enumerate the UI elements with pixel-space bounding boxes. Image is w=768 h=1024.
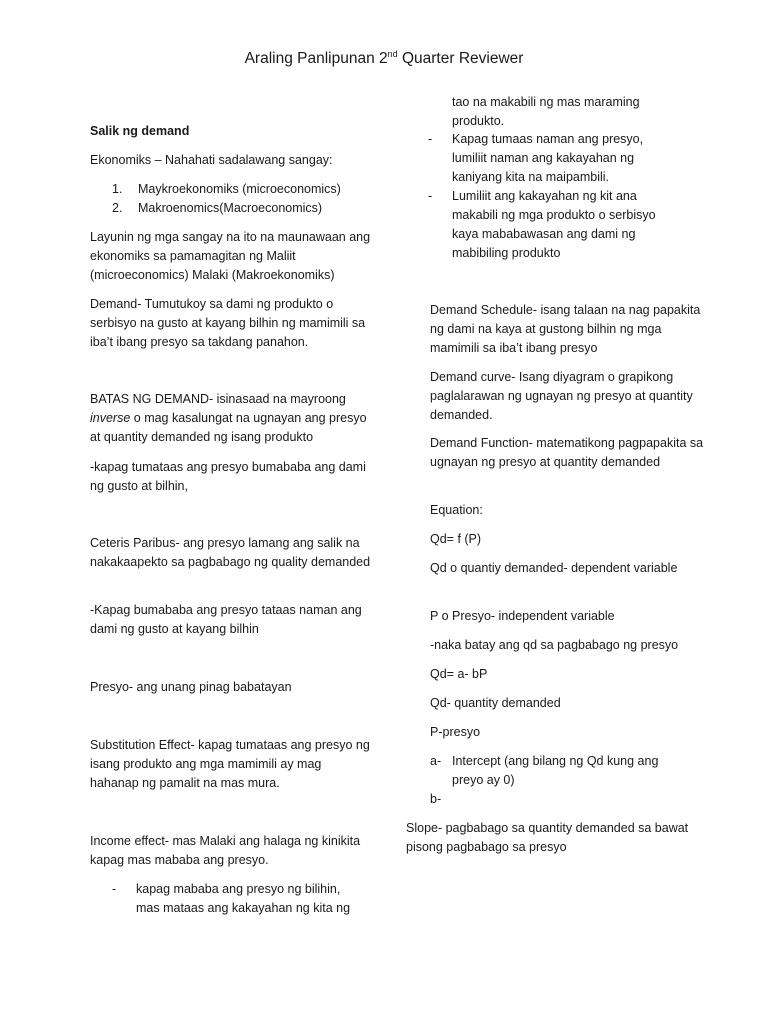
equation-label: Equation: [430, 503, 483, 517]
ekonomiks-text: Ekonomiks – Nahahati sadalawang sangay: [90, 153, 333, 167]
presyo-paragraph: Presyo- ang unang pinag babatayan [90, 680, 292, 694]
income-effect-paragraph: Income effect- mas Malaki ang halaga ng kinikita kapag mas mababa ang presyo. [90, 834, 361, 867]
slope-paragraph: Slope- pagbabago sa quantity demanded sa bawat pisong pagbabago sa presyo [406, 821, 689, 854]
layunin-paragraph: Layunin ng mga sangay na ito na maunawaan ang ekonomiks sa pamamagitan ng Maliit (microeconomics) Malaki (Makroekonomiks) [90, 230, 371, 282]
page-title: Araling Panlipunan 2nd Quarter Reviewer [244, 48, 524, 67]
demand-function-paragraph: Demand Function- matematikong pagpapakita sa ugnayan ng presyo at quantity demanded [430, 436, 704, 469]
equation-qd-abp: Qd= a- bP [430, 667, 488, 681]
p-independent-text: P o Presyo- independent variable [430, 609, 615, 623]
demand-paragraph: Demand- Tumutukoy sa dami ng produkto o serbisyo na gusto at kayang bilhin ng mamimili sa iba’t ibang presyo sa takdang panahon. [90, 297, 366, 349]
list-item: b- [430, 792, 442, 806]
kapag-tumataas-paragraph: -kapag tumataas ang presyo bumababa ang dami ng gusto at bilhin, [90, 460, 366, 493]
qd-dependent-text: Qd o quantiy demanded- dependent variable [430, 561, 678, 575]
equation-qd-fp: Qd= f (P) [430, 532, 482, 546]
continuation-text: tao na makabili ng mas maraming produkto. [452, 95, 640, 128]
kapag-bumababa-paragraph: -Kapag bumababa ang presyo tataas naman ang dami ng gusto at kayang bilhin [90, 603, 362, 636]
substitution-effect-paragraph: Substitution Effect- kapag tumataas ang presyo ng isang produkto ang mga mamimili ay mag hahanap ng pamalit na mas mura. [90, 738, 370, 790]
ceteris-paribus-paragraph: Ceteris Paribus- ang presyo lamang ang salik na nakakaapekto sa pagbabago ng quality demanded [90, 536, 371, 569]
demand-curve-paragraph: Demand curve- Isang diyagram o grapikong paglalarawan ng ugnayan ng presyo at quantity demanded. [430, 370, 693, 422]
naka-batay-text: -naka batay ang qd sa pagbabago ng presyo [430, 638, 679, 652]
p-presyo-text: P-presyo [430, 725, 481, 739]
demand-schedule-paragraph: Demand Schedule- isang talaan na nag papakita ng dami na kaya at gustong bilhin ng mga mamimili sa iba’t ibang presyo [430, 303, 701, 355]
section-heading: Salik ng demand [90, 124, 190, 138]
batas-ng-demand-paragraph: BATAS NG DEMAND- isinasaad na mayroong inverse o mag kasalungat na ugnayan ang presyo at quantity demanded ng isang produkto [90, 392, 367, 444]
qd-quantity-text: Qd- quantity demanded [430, 696, 561, 710]
